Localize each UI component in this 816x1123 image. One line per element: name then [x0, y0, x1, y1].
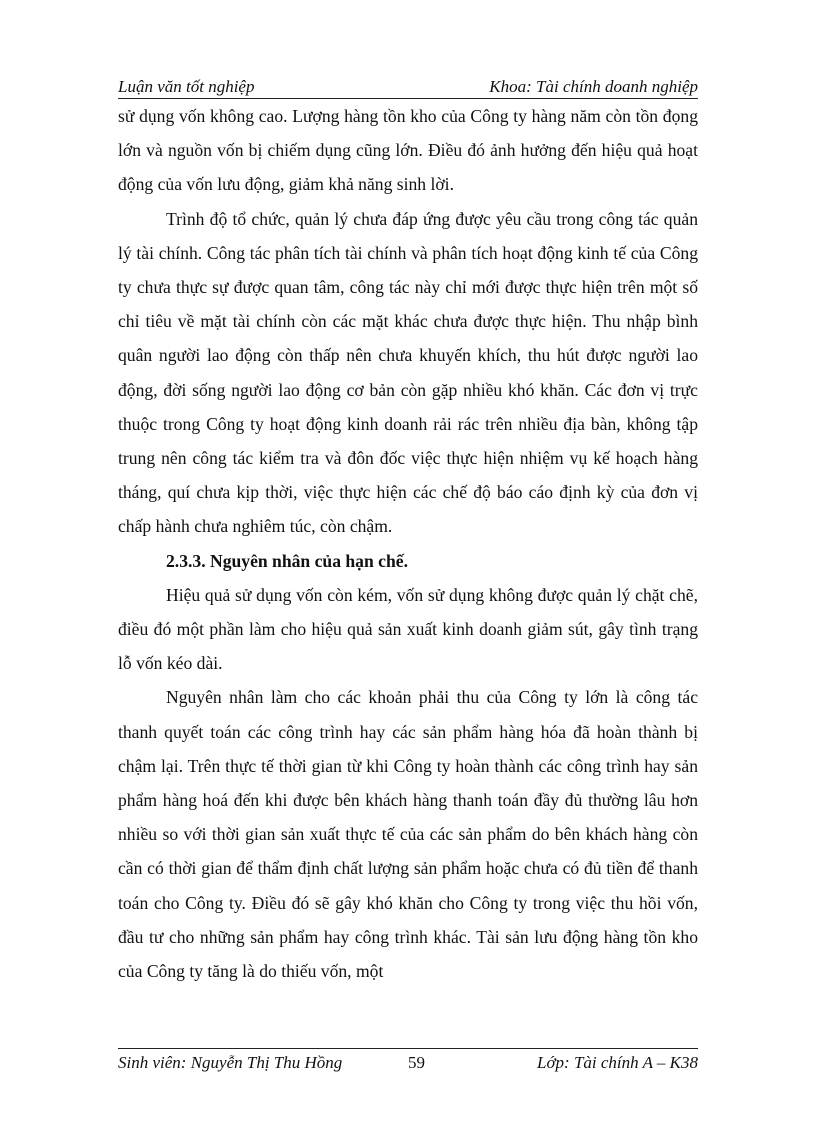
paragraph-continuation: sử dụng vốn không cao. Lượng hàng tồn kho của Công ty hàng năm còn tồn đọng lớn và nguồn vốn bị chiếm dụng cũng lớn. Điều đó ảnh hưởng đến hiệu quả hoạt động của vốn lưu động, giảm khả năng sinh lời. — [118, 106, 698, 195]
paragraph-receivables-cause: Nguyên nhân làm cho các khoản phải thu của Công ty lớn là công tác thanh quyết toán các công trình hay các sản phẩm hàng hóa đã hoàn thành bị chậm lại. Trên thực tế thời gian từ khi Công ty hoàn thành các công trình hay sản phẩm hàng hoá đến khi được bên khách hàng thanh toán đầy đủ thường lâu hơn nhiều so với thời gian sản xuất thực tế của các sản phẩm do bên khách hàng còn cần có thời gian để thẩm định chất lượng sản phẩm hoặc chưa có đủ tiền để thanh toán cho Công ty. Điều đó sẽ gây khó khăn cho Công ty trong việc thu hồi vốn, đầu tư cho những sản phẩm hay công trình khác. Tài sản lưu động hàng tồn kho của Công ty tăng là do thiếu vốn, một — [118, 687, 698, 982]
footer-student-name: Sinh viên: Nguyễn Thị Thu Hồng — [118, 1053, 343, 1072]
page-number: 59 — [408, 1053, 425, 1072]
paragraph-capital-efficiency: Hiệu quả sử dụng vốn còn kém, vốn sử dụng không được quản lý chặt chẽ, điều đó một phần làm cho hiệu quả sản xuất kinh doanh giảm sút, gây tình trạng lỗ vốn kéo dài. — [118, 584, 698, 674]
page-footer — [118, 1048, 698, 1073]
section-heading: 2.3.3. Nguyên nhân của hạn chế. — [166, 550, 408, 571]
page-header — [118, 77, 698, 99]
paragraph-management-level: Trình độ tổ chức, quản lý chưa đáp ứng được yêu cầu trong công tác quản lý tài chính. Công tác phân tích tài chính và phân tích hoạt động kinh tế của Công ty chưa thực sự được quan tâm, công tác này chỉ mới được thực hiện trên một số chỉ tiêu về mặt tài chính còn các mặt khác chưa được thực hiện. Thu nhập bình quân người lao động còn thấp nên chưa khuyến khích, thu hút được người lao động, đời sống người lao động cơ bản còn gặp nhiều khó khăn. Các đơn vị trực thuộc trong Công ty hoạt động kinh doanh rải rác trên nhiều địa bàn, không tập trung nên công tác kiểm tra và đôn đốc việc thực hiện nhiệm vụ kế hoạch hàng tháng, quí chưa kịp thời, việc thực hiện các chế độ báo cáo định kỳ của đơn vị chấp hành chưa nghiêm túc, còn chậm. — [118, 208, 698, 537]
header-faculty-label: Khoa: Tài chính doanh nghiệp — [489, 77, 698, 96]
footer-class-label: Lớp: Tài chính A – K38 — [537, 1053, 698, 1072]
header-thesis-label: Luận văn tốt nghiệp — [118, 77, 255, 96]
document-body — [118, 99, 698, 988]
